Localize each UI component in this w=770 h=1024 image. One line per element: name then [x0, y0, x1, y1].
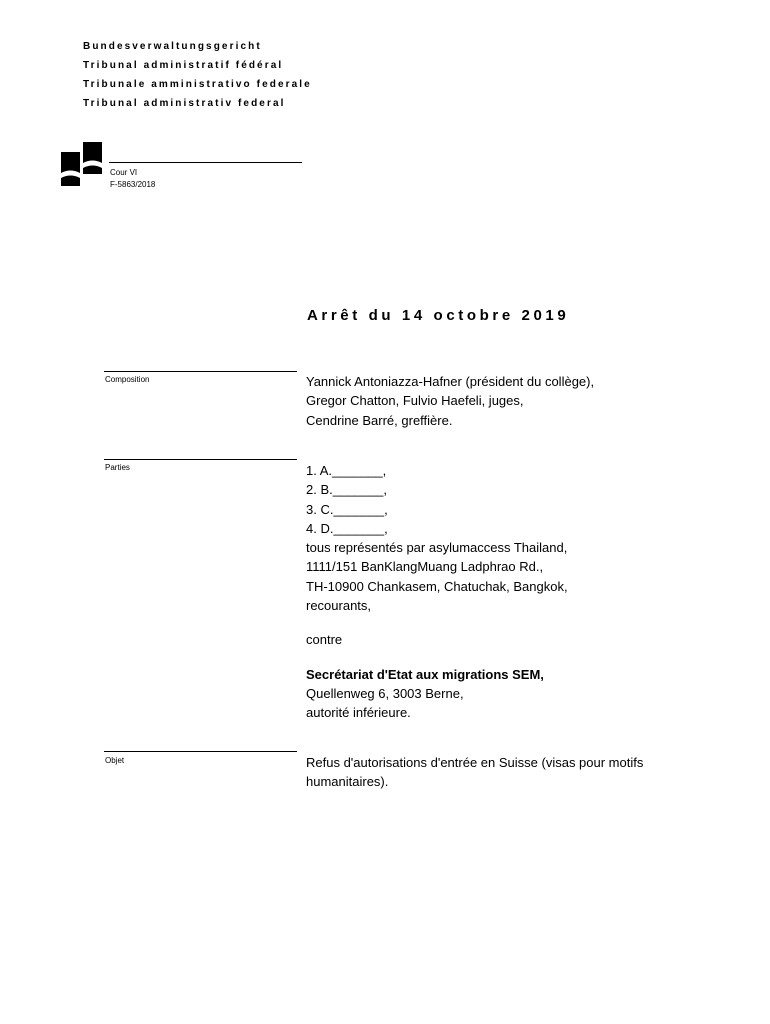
objet-line: Refus d'autorisations d'entrée en Suisse (visas pour motifs — [306, 755, 644, 770]
composition-line: Yannick Antoniazza-Hafner (président du collège), — [306, 374, 595, 389]
court-info-divider — [109, 162, 302, 163]
appellant-line: 2. B._______, — [306, 482, 387, 498]
appellant-line: 1. A._______, — [306, 463, 387, 478]
representation-line: 1111/151 BanKlangMuang Ladphrao Rd., — [306, 559, 544, 575]
court-logo — [61, 142, 103, 186]
court-name-fr: Tribunal administratif fédéral — [83, 60, 284, 71]
representation-line: TH-10900 Chankasem, Chatuchak, Bangkok, — [306, 578, 568, 594]
court-info — [110, 167, 155, 191]
objet-label: Objet — [105, 756, 125, 765]
composition-label: Composition — [105, 375, 150, 384]
court-division: Cour VI — [110, 168, 138, 177]
objet-line: humanitaires). — [306, 774, 389, 790]
objet-body — [306, 753, 726, 792]
case-number: F-5863/2018 — [110, 180, 156, 189]
composition-divider — [104, 371, 297, 372]
objet-divider — [104, 751, 297, 752]
court-name-block — [83, 40, 312, 116]
court-name-de: Bundesverwaltungsgericht — [83, 41, 262, 52]
versus-text: contre — [306, 632, 343, 648]
authority-line: Quellenweg 6, 3003 Berne, — [306, 685, 464, 701]
representation-line: tous représentés par asylumaccess Thailand, — [306, 540, 568, 556]
authority-name: Secrétariat d'Etat aux migrations SEM, — [306, 666, 544, 682]
composition-line: Cendrine Barré, greffière. — [306, 412, 453, 428]
parties-body — [306, 461, 726, 723]
composition-line: Gregor Chatton, Fulvio Haefeli, juges, — [306, 393, 524, 409]
court-name-it: Tribunale amministrativo federale — [83, 79, 312, 90]
appellant-line: 4. D._______, — [306, 520, 388, 536]
judgment-title: Arrêt du 14 octobre 2019 — [307, 307, 570, 324]
court-name-rm: Tribunal administrativ federal — [83, 98, 286, 109]
representation-line: recourants, — [306, 598, 372, 614]
parties-label: Parties — [105, 463, 130, 472]
appellant-line: 3. C._______, — [306, 501, 388, 517]
composition-body — [306, 372, 726, 430]
authority-line: autorité inférieure. — [306, 705, 411, 721]
parties-divider — [104, 459, 297, 460]
